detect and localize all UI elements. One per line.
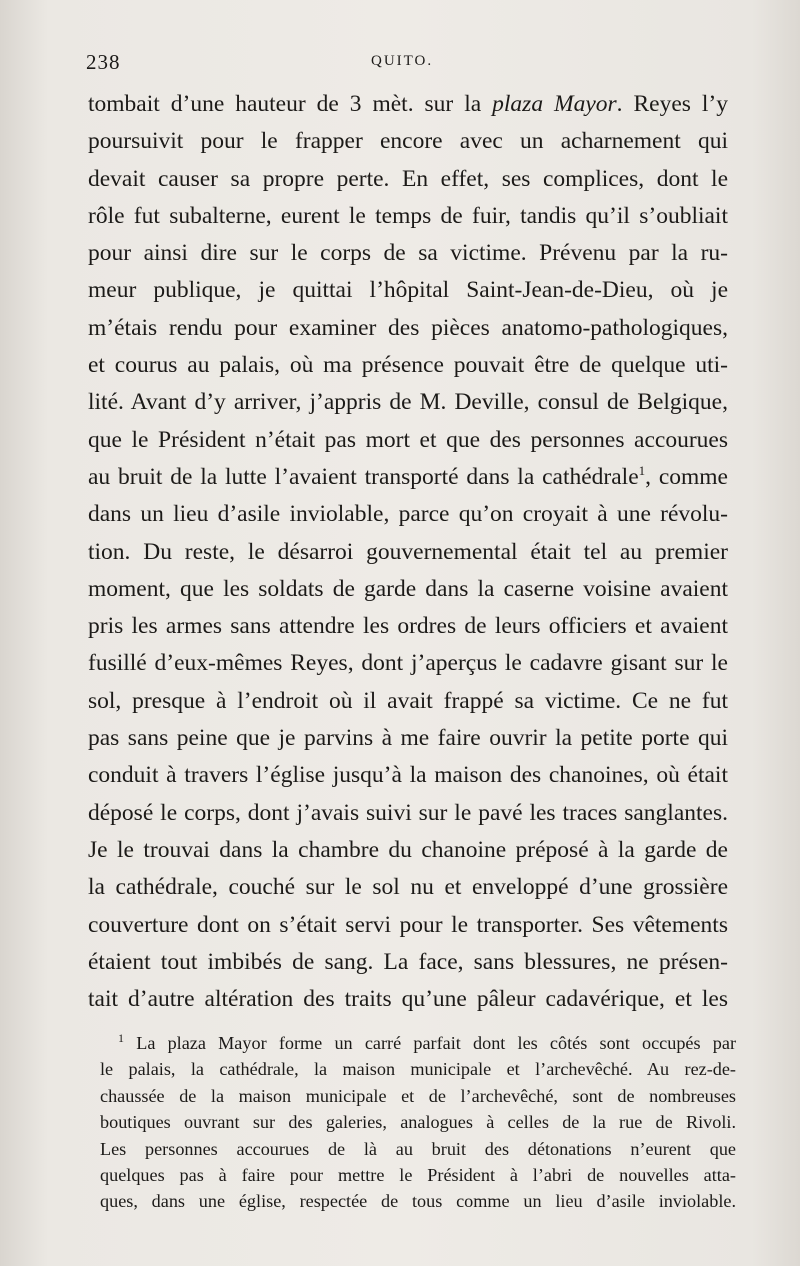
body-line: poursuivit pour le frapper encore avec un acharnement qui bbox=[88, 128, 728, 155]
body-line: pour ainsi dire sur le corps de sa victime. Prévenu par la ru- bbox=[88, 240, 728, 267]
body-line: m’étais rendu pour examiner des pièces anatomo-pathologiques, bbox=[88, 314, 728, 341]
page-number: 238 bbox=[86, 50, 121, 74]
body-line: déposé le corps, dont j’avais suivi sur le pavé les traces sanglantes. bbox=[88, 799, 728, 826]
body-line: que le Président n’était pas mort et que des personnes accourues bbox=[88, 426, 728, 453]
body-line: au bruit de la lutte l’avaient transporté dans la cathédrale$^1$, comme bbox=[88, 463, 728, 490]
body-line: fusillé d’eux-mêmes Reyes, dont j’aperçus le cadavre gisant sur le bbox=[88, 650, 728, 677]
body-line: étaient tout imbibés de sang. La face, sans blessures, ne présen- bbox=[88, 948, 728, 975]
footnote-line: $^1$ La plaza Mayor forme un carré parfait dont les côtés sont occupés par bbox=[118, 1030, 737, 1053]
body-line: lité. Avant d’y arriver, j’appris de M. Deville, consul de Belgique, bbox=[88, 389, 728, 416]
body-line: moment, que les soldats de garde dans la caserne voisine avaient bbox=[88, 575, 728, 602]
body-line: la cathédrale, couché sur le sol nu et enveloppé d’une grossière bbox=[88, 874, 728, 901]
footnote-line: Les personnes accourues de là au bruit des détonations n’eurent que bbox=[100, 1138, 736, 1159]
body-text bbox=[88, 86, 728, 1018]
body-line: sol, presque à l’endroit où il avait frappé sa victime. Ce ne fut bbox=[88, 687, 728, 714]
body-line: pas sans peine que je parvins à me faire ouvrir la petite porte qui bbox=[88, 725, 728, 752]
footnote-block bbox=[100, 1030, 736, 1215]
footnote-line: chaussée de la maison municipale et de l’archevêché, sont de nombreuses bbox=[100, 1085, 736, 1106]
footnote-line: boutiques ouvrant sur des galeries, analogues à celles de la rue de Rivoli. bbox=[100, 1112, 736, 1133]
footnote-line: ques, dans une église, respectée de tous comme un lieu d’asile inviolable. bbox=[100, 1191, 736, 1212]
running-head: QUITO. bbox=[371, 53, 434, 69]
body-line: conduit à travers l’église jusqu’à la maison des chanoines, où était bbox=[88, 762, 728, 789]
body-line: pris les armes sans attendre les ordres de leurs officiers et avaient bbox=[88, 613, 728, 640]
body-line: Je le trouvai dans la chambre du chanoine préposé à la garde de bbox=[88, 836, 728, 863]
body-line: rôle fut subalterne, eurent le temps de fuir, tandis qu’il s’oubliait bbox=[88, 202, 728, 229]
footnote-marker: 1 bbox=[118, 1030, 124, 1045]
body-line: meur publique, je quittai l’hôpital Saint-Jean-de-Dieu, où je bbox=[88, 277, 728, 304]
footnote-line: quelques pas à faire pour mettre le Président à l’abri de nouvelles atta- bbox=[100, 1164, 736, 1185]
footnote-reference: 1 bbox=[638, 463, 646, 479]
italic-place-name: plaza Mayor bbox=[492, 91, 617, 117]
body-line: devait causer sa propre perte. En effet, ses complices, dont le bbox=[88, 165, 728, 192]
body-line: tombait d’une hauteur de 3 mèt. sur la plaza Mayor. Reyes l’y bbox=[88, 91, 728, 117]
body-line: tion. Du reste, le désarroi gouvernemental était tel au premier bbox=[88, 538, 728, 565]
footnote-line: le palais, la cathédrale, la maison municipale et l’archevêché. Au rez-de- bbox=[100, 1059, 736, 1080]
page-header bbox=[86, 50, 726, 80]
body-line: couverture dont on s’était servi pour le transporter. Ses vêtements bbox=[88, 911, 728, 938]
body-line: dans un lieu d’asile inviolable, parce qu’on croyait à une révolu- bbox=[88, 501, 728, 528]
body-line: et courus au palais, où ma présence pouvait être de quelque uti- bbox=[88, 352, 728, 379]
body-line: tait d’autre altération des traits qu’une pâleur cadavérique, et les bbox=[88, 986, 728, 1013]
